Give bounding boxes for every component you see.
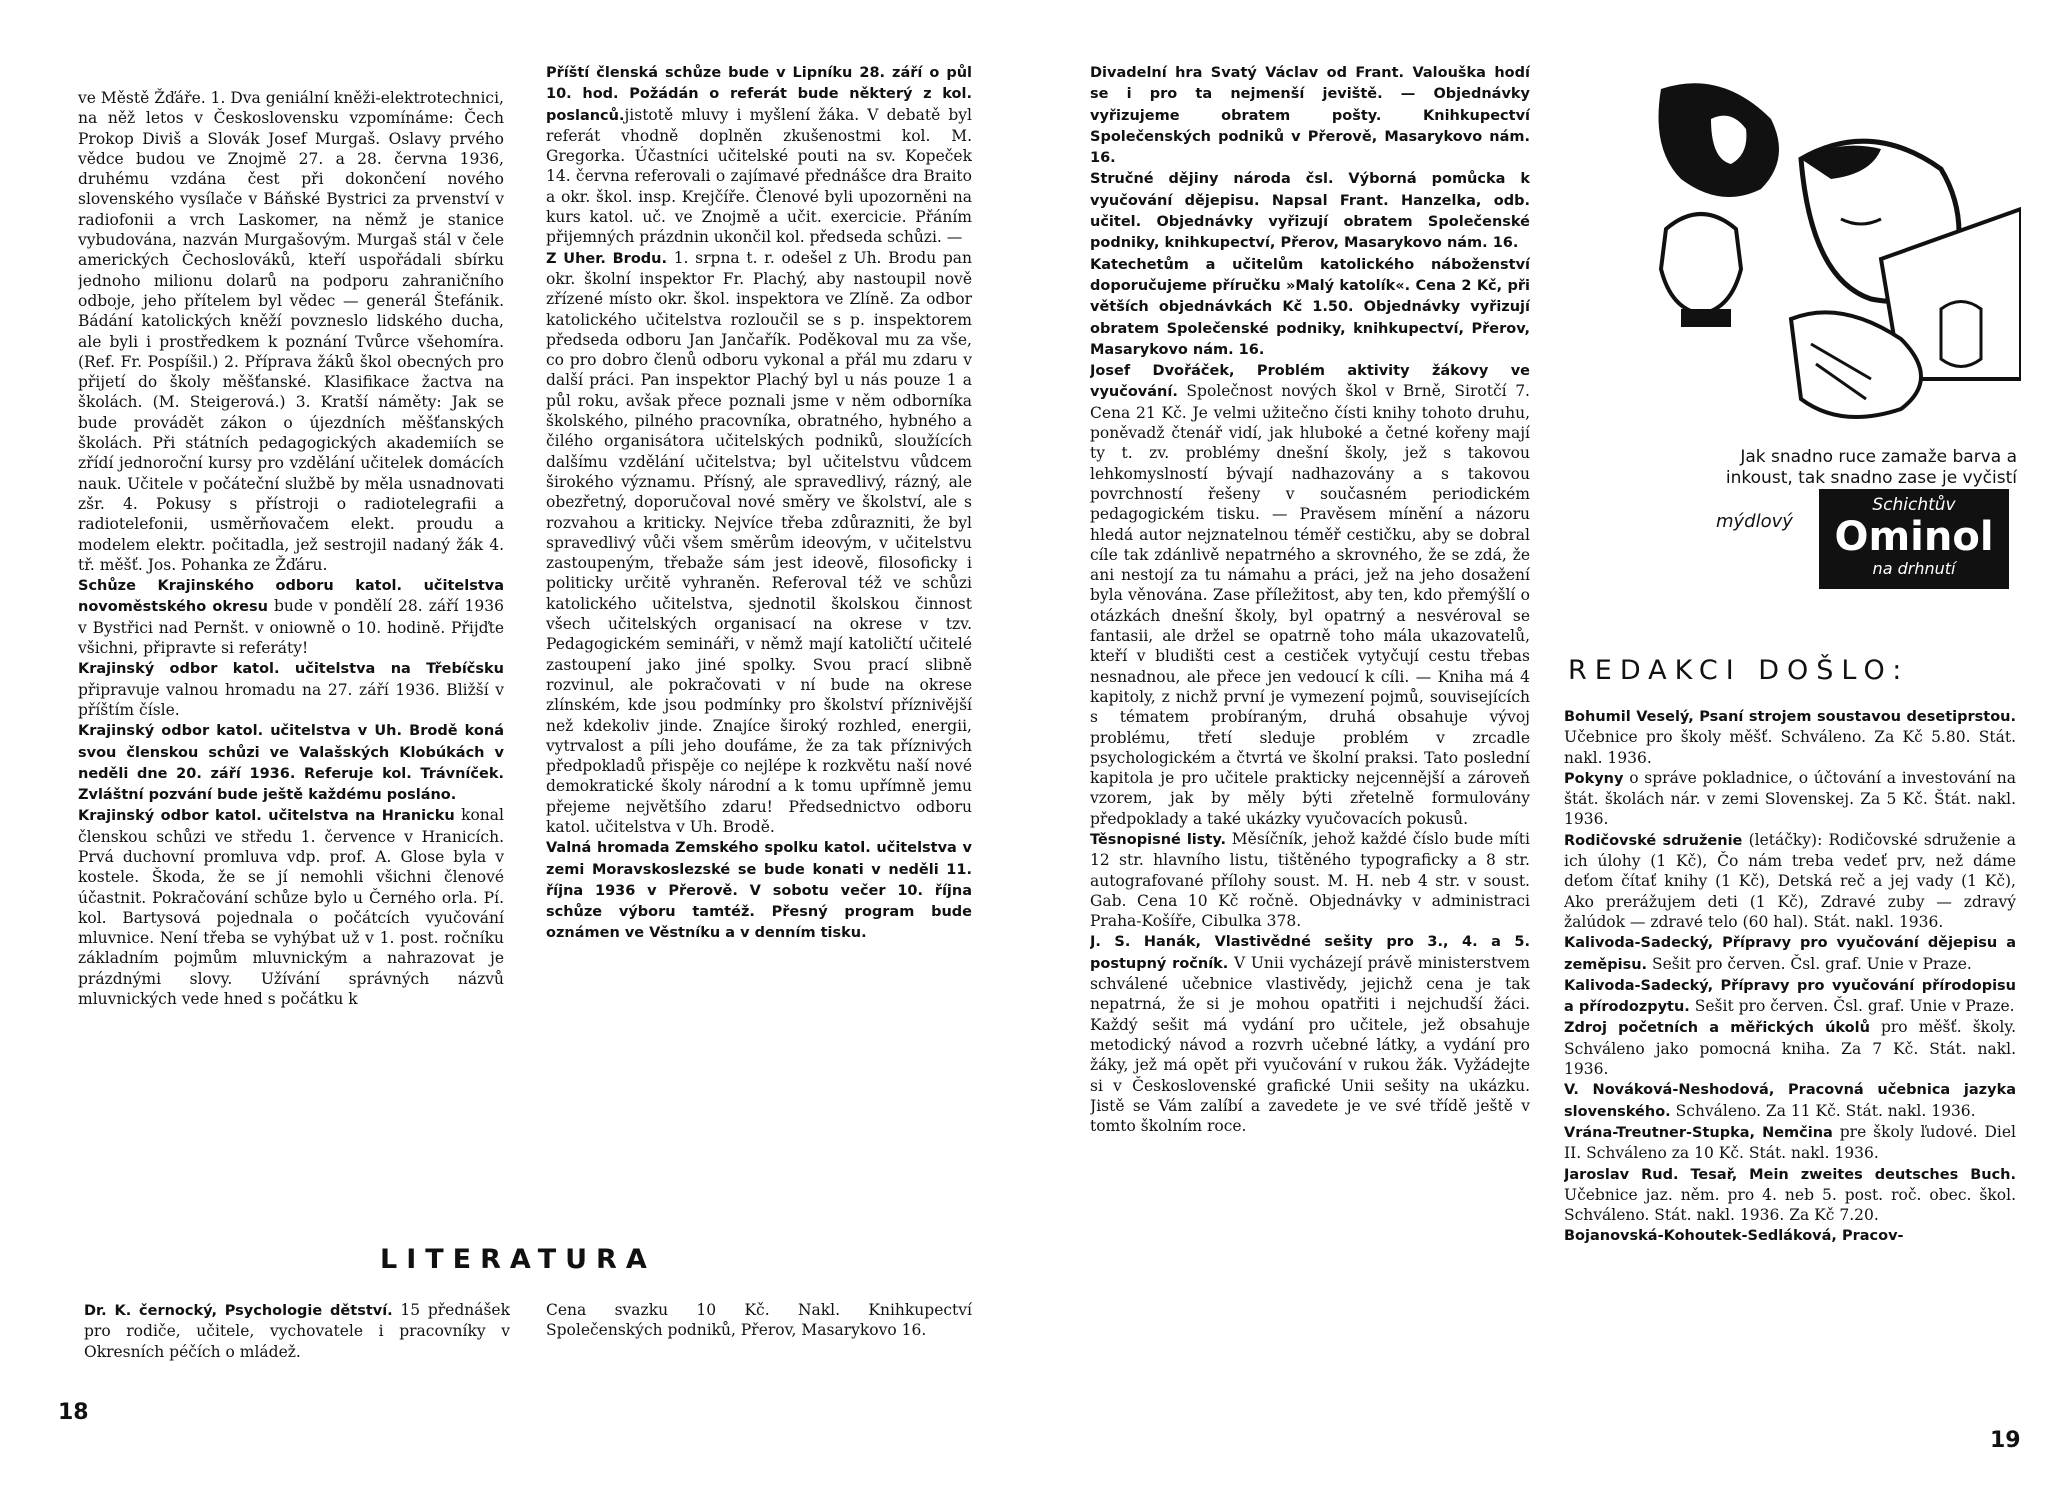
col1-paragraph-text: konal členskou schůzi ve středu 1. července v Hranicích. Prvá duchovní promluva vdp. prof. A. Glose byla v kostele. Škoda, že se jí nemohli všichni členové účastnit. Pokračování schůze bylo u Černého orla. Pí. kol. Bartysová pojednala o počátcích vyučování mluvnice. Není třeba se vyhýbat už v 1. post. ročníku základním pojmům mluvnickým a nahrazovat je prázdnými slovy. Užívání správných názvů mluvnických vede hned s počátku k bbox=[78, 806, 504, 1009]
col4-paragraph bbox=[1564, 1225, 2016, 1246]
col4-paragraph-heading: Bohumil Veselý, Psaní strojem soustavou desetiprstou. bbox=[1564, 709, 2016, 725]
col1-paragraph-text: připravuje valnou hromadu na 27. září 1936. Bližší v příštím čísle. bbox=[78, 680, 504, 719]
col3-paragraph-heading: Těsnopisné listy. bbox=[1090, 831, 1226, 848]
col3-paragraph bbox=[1090, 829, 1530, 931]
col4-paragraph-text: pro měšť. školy. Schváleno jako pomocná kniha. Za 7 Kč. Stát. nakl. 1936. bbox=[1564, 1018, 2016, 1079]
col4-paragraph-text: pre školy ľudové. Diel II. Schváleno za 10 Kč. Stát. nakl. 1936. bbox=[1564, 1122, 2016, 1163]
literatura-heading: LITERATURA bbox=[380, 1244, 656, 1275]
col2-paragraph-heading: Příští členská schůze bude v Lipníku 28. září o půl 10. hod. Požádán o referát bude některý z kol. poslanců. bbox=[546, 65, 972, 124]
col2-paragraph-text: 1. srpna t. r. odešel z Uh. Brodu pan okr. školní inspektor Fr. Plachý, aby nastoupil nově zřízené místo okr. škol. inspektora ve Zlíně. Za odbor katolického učitelstva rozloučil se s p. inspektorem předseda odboru Jan Jančařík. Poděkoval mu za vše, co pro dobro členů odboru vykonal a přál mu zdaru v další práci. Pan inspektor Plachý byl u nás pouze 1 a půl roku, avšak přece poznali jsme v něm odborníka školského, pilného pracovníka, obratného, hybného a čilého organisátora učitelských podniků, sloužících dalšímu vzdělání učitelstva; byl učitelstvu vůdcem širokého významu. Přísný, ale spravedlivý, rázný, ale obezřetný, doporučoval nové směry ve školství, ale s rozvahou a kriticky. Nejvíce třeba zdůrazniti, že byl spravedlivý vůči všem směrům ideovým, v učitelstvu zastoupeným, třebaže sám jest ideově, filosoficky i politicky určitě vyhraněn. Referoval též ve schůzi katolického učitelstva, sjednotil školskou činnost všech učitelských organisací na okrese v tzv. Pedagogickém semináři, v němž mají katoličtí učitelé zastoupení jako jiné spolky. Svou prací slibně rozvinul, ale pokračovati v ní bude na okrese zlínském, kde jsou podmínky pro školství příznivější než kdekoliv jinde. Znajíce široký rozhled, energii, vytrvalost a píli jeho doufáme, že za tak příznivých předpokladů přispěje co nejlépe k rozkvětu naší nové demokratické školy národní a k tomu upřímně jemu přejeme největšího zdaru! Předsednictvo odboru katol. učitelstva v Uh. Brodě. bbox=[546, 248, 972, 836]
col4-paragraph bbox=[1564, 1164, 2016, 1226]
col3-paragraph-text: V Unii vycházejí právě ministerstvem schválené učebnice vlastivědy, jejichž cena je tak nepatrná, že si je mohou opatřiti i nejchudší žáci. Každý sešit má vydání pro učitele, jež obsahuje metodický návod a rozvrh učebné látky, a vydání pro žáky, jež má opět při vyučování v rukou žák. Vyžádejte si v Československé grafické Unii sešity na ukázku. Jistě se Vám zalíbí a zavedete je ve své třídě ještě v tomto školním roce. bbox=[1090, 953, 1530, 1136]
col3-paragraph-heading: J. S. Hanák, Vlastivědné sešity pro 3., 4. a 5. postupný ročník. bbox=[1090, 934, 1530, 972]
col1-paragraph-heading: Krajinský odbor katol. učitelstva na Třebíčsku bbox=[78, 661, 504, 678]
column-2 bbox=[546, 62, 972, 1242]
ad-caption bbox=[1657, 447, 2017, 489]
col4-paragraph-text: Učebnice pro školy měšť. Schváleno. Za Kč 5.80. Stát. nakl. 1936. bbox=[1564, 728, 2016, 767]
col4-paragraph bbox=[1564, 830, 2016, 932]
ad-mydlovy-label: mýdlový bbox=[1716, 511, 1793, 532]
col1-paragraph bbox=[78, 805, 504, 1009]
col2-paragraph bbox=[546, 837, 972, 943]
literatura-item-1 bbox=[84, 1300, 510, 1370]
literatura-item-2-text: Cena svazku 10 Kč. Nakl. Knihkupectví Společenských podniků, Přerov, Masarykovo 16. bbox=[546, 1301, 972, 1340]
ominol-advertisement bbox=[1640, 78, 2022, 595]
col1-paragraph-text: bude v pondělí 28. září 1936 v Bystřici nad Pernšt. v oniowně o 10. hodině. Přijďte všichni, připravte si referáty! bbox=[78, 597, 504, 658]
col1-paragraph-heading: Schůze Krajinského odboru katol. učitelstva novoměstského okresu bbox=[78, 578, 504, 616]
col4-paragraph-text: o správe pokladnice, o účtování a investování na štát. školách nár. v zemi Slovenskej. Za 5 Kč. Štát. nakl. 1936. bbox=[1564, 768, 2016, 829]
col4-paragraph bbox=[1564, 1079, 2016, 1122]
col1-paragraph bbox=[78, 720, 504, 805]
col4-paragraph-heading: Bojanovská-Kohoutek-Sedláková, Pracov- bbox=[1564, 1228, 1904, 1245]
ominol-brand: Schichtův bbox=[1872, 495, 1956, 515]
col4-paragraph-heading: Zdroj početních a měřických úkolů bbox=[1564, 1020, 1870, 1037]
col2-paragraph bbox=[546, 248, 972, 838]
column-1 bbox=[78, 88, 504, 1273]
col4-paragraph-heading: Rodičovské sdruženie bbox=[1564, 832, 1743, 849]
col4-paragraph bbox=[1564, 706, 2016, 768]
ad-illustration bbox=[1641, 79, 2021, 449]
col3-paragraph-heading: Katechetům a učitelům katolického náboženství doporučujeme příručku »Malý katolík«. Cena 2 Kč, při větších objednávkách Kč 1.50. Objednávky vyřizují obratem Společenské podniky, knihkupectví, Přerov, Masarykovo nám. 16. bbox=[1090, 256, 1530, 358]
ominol-name: Ominol bbox=[1834, 514, 1994, 560]
col3-paragraph-text: Měsíčník, jehož každé číslo bude míti 12 str. hlavního listu, tištěného typograficky a 8 str. autografované přílohy soust. M. H. neb 4 str. v soust. Gab. Cena 10 Kč ročně. Objednávky v administraci Praha-Košíře, Cibulka 378. bbox=[1090, 829, 1530, 931]
col3-paragraph bbox=[1090, 360, 1530, 829]
col4-paragraph-text: Schváleno. Za 11 Kč. Stát. nakl. 1936. bbox=[1670, 1101, 1976, 1120]
ominol-sub: na drhnutí bbox=[1872, 559, 1956, 578]
literatura-item-1-text: 15 přednášek pro rodiče, učitele, vychovatele i pracovníky v Okresních péčích o mládež. bbox=[84, 1301, 510, 1361]
col4-paragraph-text: Sešit pro červen. Čsl. graf. Unie v Praze. bbox=[1689, 997, 2015, 1016]
redakci-doslo-heading: REDAKCI DOŠLO: bbox=[1568, 655, 1910, 686]
col3-paragraph-heading: Josef Dvořáček, Problém aktivity žákovy ve vyučování. bbox=[1090, 363, 1530, 401]
col4-paragraph-heading: Jaroslav Rud. Tesař, Mein zweites deutsches Buch. bbox=[1564, 1166, 2016, 1183]
col4-paragraph-heading: Vrána-Treutner-Stupka, Nemčina bbox=[1564, 1124, 1833, 1141]
col4-paragraph-text: Učebnice jaz. něm. pro 4. neb 5. post. roč. obec. škol. Schváleno. Stát. nakl. 1936. Za Kč 7.20. bbox=[1564, 1185, 2016, 1225]
col3-paragraph-heading: Divadelní hra Svatý Václav od Frant. Valouška hodí se i pro ta nejmenší jeviště. — Objednávky vyřizujeme obratem pošty. Knihkupectví Společenských podniků v Přerově, Masarykovo nám. 16. bbox=[1090, 65, 1530, 167]
col4-paragraph bbox=[1564, 1122, 2016, 1164]
col4-paragraph-heading: Pokyny bbox=[1564, 770, 1624, 787]
col2-paragraph-heading: Z Uher. Brodu. bbox=[546, 250, 668, 267]
col1-paragraph-heading: Krajinský odbor katol. učitelstva na Hranicku bbox=[78, 808, 455, 825]
col1-paragraph bbox=[78, 88, 504, 575]
col4-paragraph-text: Sešit pro červen. Čsl. graf. Unie v Praze. bbox=[1647, 954, 1972, 973]
col2-paragraph-heading: Valná hromada Zemského spolku katol. učitelstva v zemi Moravskoslezské se bude konati v neděli 11. října 1936 v Přerově. V sobotu večer 10. října schůze výboru tamtéž. Přesný program bude oznámen ve Věstníku a v denním tisku. bbox=[546, 840, 972, 942]
col3-paragraph bbox=[1090, 254, 1530, 360]
col4-paragraph bbox=[1564, 768, 2016, 830]
col2-paragraph bbox=[546, 62, 972, 248]
col3-paragraph bbox=[1090, 931, 1530, 1136]
col4-paragraph-heading: Kalivoda-Sadecký, Přípravy pro vyučování dějepisu a zeměpisu. bbox=[1564, 935, 2016, 973]
col3-paragraph-text: Společnost nových škol v Brně, Sirotčí 7. Cena 21 Kč. Je velmi užitečno čísti knihy tohoto druhu, poněvadž čtenář vidí, jak hluboké a četné kořeny mají ty t. zv. problémy dnešní školy, jež s takovou lehkomyslností bývají nadhazovány a s takovou povrchností řešeny v současném periodickém pedagogickém tisku. — Pravěsem mínění a názoru hledá autor nejznatelnou téměř cestičku, aby se dobral cíle tak zdánlivě nepatrného a skrovného, že se zdá, že ani nestojí za tu námahu a práci, jež na jeho dosažení byla věnována. Zase příležitost, aby ten, kdo přemýšlí o otázkách dnešní školy, byl opatrný a nesvéroval se fantasii, ale držel se opatrně toho mála ukazovatelů, kteří v bludišti cest a cestiček vytyčují cestu třebas nesnadnou, ale přece jen vedoucí k cíli. — Kniha má 4 kapitoly, z nichž první je vymezení pojmů, souvisejících s tématem probíraným, druhá obsahuje vývoj problému, třetí sleduje problém v zrcadle psychologickém a čtvrtá ve školní praksi. Tato poslední kapitola je pro učitele prakticky nejcennější a zároveň vzorem, jak by měly býti zřetelně formulovány předpoklady a také ukázky vyučovacích pokusů. bbox=[1090, 382, 1530, 828]
ad-caption-line-2: inkoust, tak snadno zase je vyčistí bbox=[1725, 468, 2017, 488]
col4-paragraph-heading: V. Nováková-Neshodová, Pracovná učebnica jazyka slovenského. bbox=[1564, 1082, 2016, 1120]
ad-caption-line-1: Jak snadno ruce zamaže barva a bbox=[1740, 447, 2017, 467]
col3-paragraph-heading: Stručné dějiny národa čsl. Výborná pomůcka k vyučování dějepisu. Napsal Frant. Hanzelka, odb. učitel. Objednávky vyřizují obratem Společenské podniky, knihkupectví, Přerov, Masarykovo nám. 16. bbox=[1090, 171, 1530, 252]
col4-paragraph bbox=[1564, 1017, 2016, 1079]
col1-paragraph bbox=[78, 658, 504, 720]
col1-paragraph-heading: Krajinský odbor katol. učitelstva v Uh. Brodě koná svou členskou schůzi ve Valašských Klobúkách v neděli dne 20. září 1936. Referuje kol. Trávníček. Zvláštní pozvání bude ještě každému posláno. bbox=[78, 723, 504, 804]
col1-paragraph bbox=[78, 575, 504, 658]
col4-paragraph bbox=[1564, 975, 2016, 1018]
col3-paragraph bbox=[1090, 168, 1530, 253]
page-number-left: 18 bbox=[58, 1400, 89, 1425]
literatura-item-1-title: Dr. K. černocký, Psychologie dětství. bbox=[84, 1303, 393, 1319]
literatura-item-2 bbox=[546, 1300, 972, 1370]
ominol-logo bbox=[1819, 489, 2009, 589]
page-number-right: 19 bbox=[1990, 1428, 2021, 1453]
col3-paragraph bbox=[1090, 62, 1530, 168]
col1-paragraph-text: ve Městě Žďáře. 1. Dva geniální kněži-elektrotechnici, na něž letos v Československu vzpomínáme: Čech Prokop Diviš a Slovák Josef Murgaš. Oslavy prvého vědce budou ve Znojmě 27. a 28. června 1936, druhému vzdána čest při dokončení nového slovenského vysílače v Báňské Bystrici za prvenství v radiofonii a vrch Laskomer, na němž je stanice vybudována, nazván Murgašovým. Murgaš stál v čele amerických Čechoslováků, kteří uspořádali sbírku jednoho milionu dolarů na podporu zahraničního odboje, jeho přítelem byl vědec — generál Štefánik. Bádání katolických kněží povzneslo lidského ducha, ale byli i prostředkem k poznání Tvůrce všehomíra. (Ref. Fr. Pospíšil.) 2. Příprava žáků škol obecných pro přijetí do školy měšťanské. Klasifikace žactva na školách. (M. Steigerová.) 3. Kratší náměty: Jak se bude provádět zákon o újezdních měšťanských školách. Při státních pedagogických akademiích se zřídí jednoroční kursy pro vzdělání učitelek domácích nauk. Učitele v počáteční službě by měla usnadnovati zšr. 4. Pokusy s přístroji o radiotelegrafii a radiotelefonii, usměrňovačem elekt. proudu a modelem elektr. počitadla, jež sestrojil nadaný žák 4. tř. měšť. Jos. Pohanka ze Žďáru. bbox=[78, 89, 504, 574]
column-3 bbox=[1090, 62, 1530, 1402]
col4-paragraph-text: (letáčky): Rodičovské sdruženie a ich úlohy (1 Kč), Čo nám treba vedeť prv, než dáme deťom čítať knihy (1 Kč), Detská reč a jej vady (1 Kč), Ako prerážujem deti (1 Kč), Zdravé zuby — zdravý žalúdok — zdravé telo (60 hal). Stát. nakl. 1936. bbox=[1564, 830, 2016, 931]
col2-paragraph-text: jistotě mluvy i myšlení žáka. V debatě byl referát vhodně doplněn zkušenostmi kol. M. Gregorka. Účastníci učitelské pouti na sv. Kopeček 14. června referovali o zajímavé přednášce dra Braito a okr. škol. insp. Krejčíře. Členové byli upozorněni na kurs katol. uč. ve Znojmě a učit. exercicie. Přáním přijemných prázdnin ukončil kol. předseda schůzi. — bbox=[546, 105, 972, 247]
column-4 bbox=[1564, 706, 2016, 1406]
col4-paragraph bbox=[1564, 932, 2016, 975]
col4-paragraph-heading: Kalivoda-Sadecký, Přípravy pro vyučování přírodopisu a přírodozpytu. bbox=[1564, 977, 2016, 1016]
